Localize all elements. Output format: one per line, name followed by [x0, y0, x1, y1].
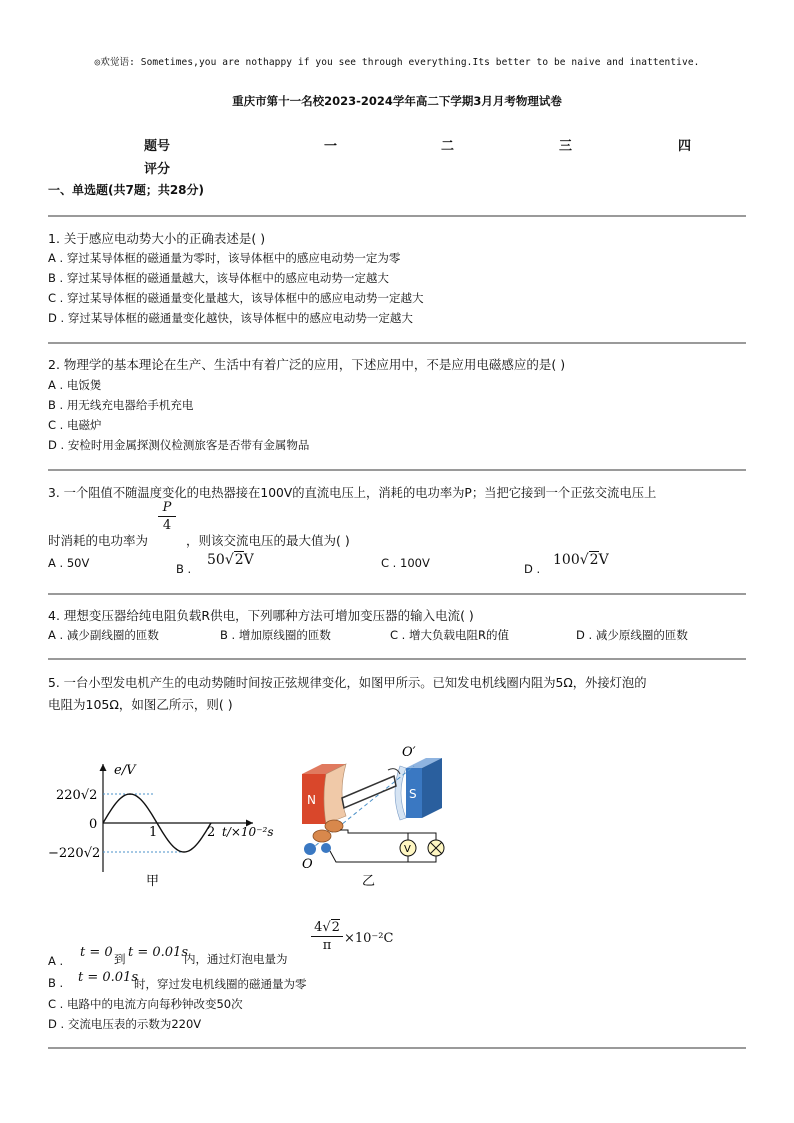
radicand: 2 [234, 552, 244, 568]
charge-unit: ×10⁻²C [344, 931, 394, 946]
option-d: D . 穿过某导体框的磁通量变化越快，该导体框中的感应电动势一定越大 [48, 311, 413, 325]
wire-bottom [330, 848, 436, 862]
divider [48, 342, 746, 344]
fraction-bar [158, 516, 176, 517]
coef: 100 [553, 552, 580, 568]
option-b-label: B . [48, 976, 64, 990]
question-stem-line-1: 5. 一台小型发电机产生的电动势随时间按正弦规律变化，如图甲所示。已知发电机线圈内阻为5Ω，外接灯泡的 [48, 676, 647, 690]
radicand: 2 [92, 846, 101, 861]
coil [342, 776, 396, 808]
magnet-s-side [422, 758, 442, 818]
y-axis-label: e/V [114, 763, 136, 778]
fraction-numerator: 4√2 [314, 920, 340, 935]
option-c: C . 增大负载电阻R的值 [390, 628, 509, 642]
wire-top [340, 830, 436, 848]
option-b-text: 时，穿过发电机线圈的磁通量为零 [134, 977, 307, 991]
charge-fraction [311, 920, 343, 953]
divider [48, 1047, 746, 1049]
option-d-value: 100√2V [553, 552, 609, 568]
x-axis-label: t/×10⁻²s [222, 825, 274, 839]
question-stem-line-2b: ，则该交流电压的最大值为( ) [186, 533, 350, 548]
section-heading: 一、单选题(共7题；共28分) [48, 183, 205, 197]
slip-ring-2 [313, 830, 331, 842]
unit: V [598, 552, 609, 568]
score-col-2: 二 [441, 139, 455, 154]
option-d: D . 安检时用金属探测仪检测旅客是否带有金属物品 [48, 438, 310, 452]
motto-line: ◎欢觉语: Sometimes,you are nothappy if you see through everything.Its better to be naive and inattentive. [94, 57, 700, 68]
origin-label: 0 [89, 817, 98, 832]
option-a-t1: t = 0.01s [128, 945, 188, 960]
figure-caption-yi: 乙 [362, 874, 376, 888]
magnet-n-label: N [307, 793, 316, 807]
option-b: B . 增加原线圈的匝数 [220, 628, 331, 642]
sqrt-sign: √ [80, 788, 90, 803]
fraction-denominator: π [322, 938, 332, 953]
sqrt-sign: √ [83, 846, 93, 861]
y-tick-peak [56, 788, 97, 803]
coef: 4 [314, 920, 323, 935]
option-c: C . 穿过某导体框的磁通量变化量越大，该导体框中的感应电动势一定越大 [48, 291, 424, 305]
magnet-s-label: S [409, 787, 417, 801]
divider [48, 658, 746, 660]
option-b-t: t = 0.01s [78, 970, 138, 985]
coef: 220 [56, 788, 81, 803]
exam-title: 重庆市第十一名校2023-2024学年高二下学期3月月考物理试卷 [232, 94, 562, 108]
score-col-4: 四 [678, 139, 692, 154]
question-stem-line-1: 3. 一个阻值不随温度变化的电热器接在100V的直流电压上，消耗的电功率为P；当把它接到一个正弦交流电压上 [48, 486, 657, 500]
figure-caption-jia: 甲 [146, 874, 160, 889]
coef: −220 [48, 846, 84, 861]
divider [48, 215, 746, 217]
radicand: 2 [331, 920, 340, 935]
fraction-numerator: P [162, 500, 172, 515]
option-a-t0: t = 0 [80, 945, 113, 960]
axis-label-o: O [302, 857, 313, 872]
emf-time-graph [48, 750, 293, 900]
option-d-label: D . [524, 562, 541, 576]
x-tick-2: 2 [207, 825, 216, 840]
option-c: C . 电路中的电流方向每秒钟改变50次 [48, 997, 243, 1011]
option-b: B . 穿过某导体框的磁通量越大，该导体框中的感应电动势一定越大 [48, 271, 389, 285]
option-d: D . 交流电压表的示数为220V [48, 1017, 202, 1031]
generator-diagram [296, 738, 456, 888]
option-a-text: 内，通过灯泡电量为 [184, 952, 288, 966]
option-a: A . 穿过某导体框的磁通量为零时，该导体框中的感应电动势一定为零 [48, 251, 401, 265]
score-col-3: 三 [559, 139, 573, 154]
question-stem-line-2a: 时消耗的电功率为 [48, 533, 149, 548]
fraction-bar [311, 936, 343, 937]
voltmeter-label: V [404, 844, 411, 855]
option-a: A . 减少副线圈的匝数 [48, 628, 159, 642]
coef: 50 [207, 552, 225, 568]
option-a: A . 电饭煲 [48, 378, 102, 392]
radicand: 2 [89, 788, 98, 803]
axis-label-o-prime: O′ [402, 745, 416, 760]
brush-2 [321, 843, 331, 853]
fraction-p-over-4 [158, 500, 176, 533]
score-row-label-number: 题号 [144, 139, 171, 154]
option-d: D . 减少原线圈的匝数 [576, 628, 688, 642]
brush-1 [304, 843, 316, 855]
option-a: A . 50V [48, 556, 90, 570]
option-b: B . 用无线充电器给手机充电 [48, 398, 194, 412]
divider [48, 593, 746, 595]
score-row-label-score: 评分 [144, 162, 171, 177]
radicand: 2 [589, 552, 599, 568]
divider [48, 469, 746, 471]
fraction-denominator: 4 [162, 518, 172, 533]
option-b-value: 50√2V [207, 552, 254, 568]
unit: V [243, 552, 254, 568]
option-c: C . 电磁炉 [48, 418, 102, 432]
question-stem: 4. 理想变压器给纯电阻负载R供电，下列哪种方法可增加变压器的输入电流( ) [48, 608, 474, 623]
question-stem: 1. 关于感应电动势大小的正确表述是( ) [48, 231, 266, 246]
option-a-label: A . [48, 954, 64, 968]
option-c: C . 100V [381, 556, 430, 570]
y-tick-trough [48, 846, 100, 861]
option-b-label: B . [176, 562, 192, 576]
score-col-1: 一 [324, 139, 338, 154]
question-stem-line-2: 电阻为105Ω，如图乙所示，则( ) [48, 697, 233, 712]
x-tick-1: 1 [149, 825, 158, 840]
question-stem: 2. 物理学的基本理论在生产、生活中有着广泛的应用，下述应用中，不是应用电磁感应的是( ) [48, 357, 566, 372]
option-a-to: 到 [114, 952, 126, 966]
